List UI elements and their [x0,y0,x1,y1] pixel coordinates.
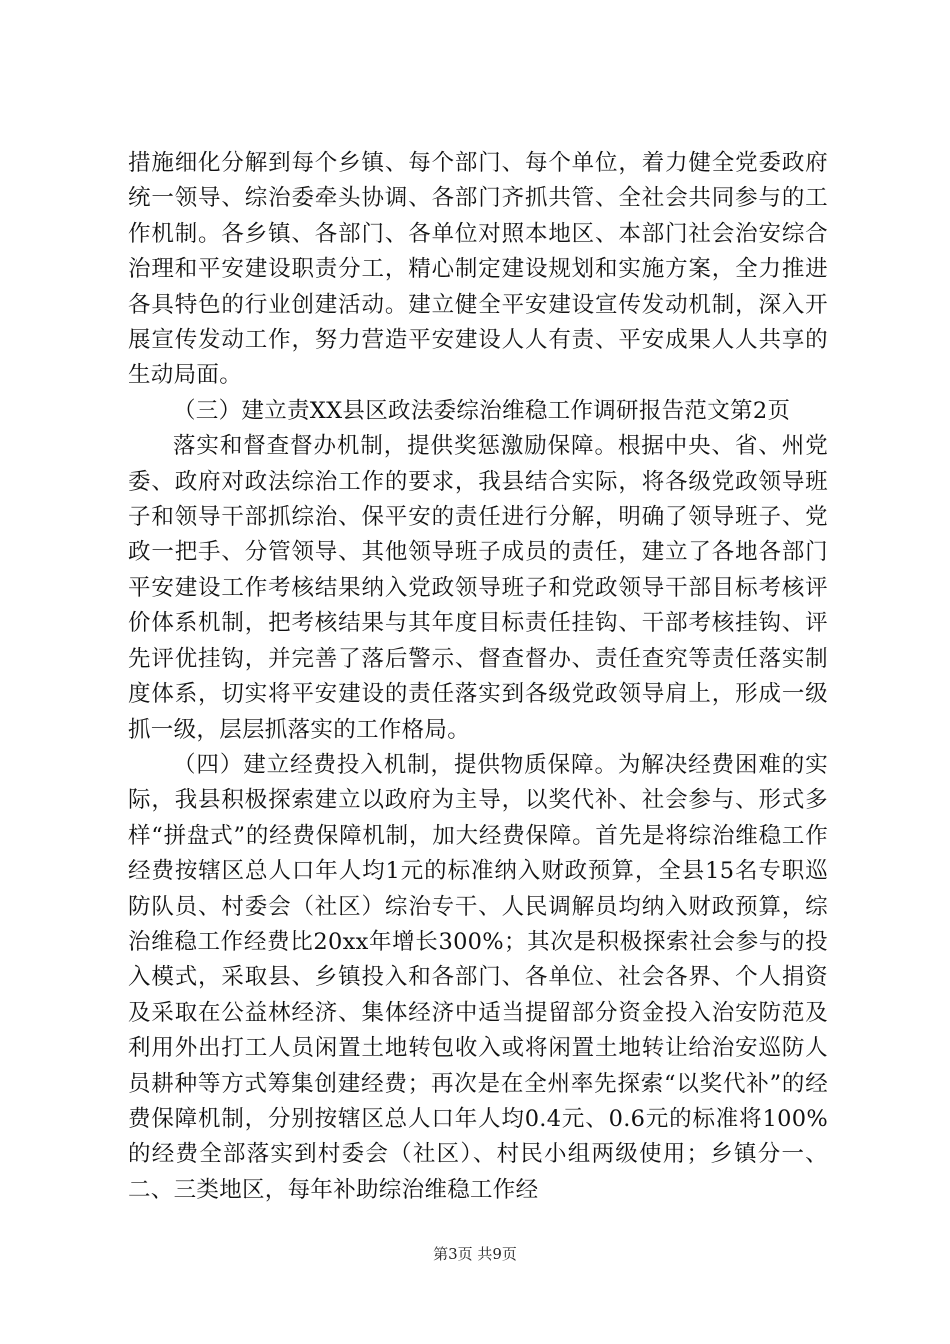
paragraph-4: （四）建立经费投入机制，提供物质保障。为解决经费困难的实际，我县积极探索建立以政府为主导，以奖代补、社会参与、形式多样“拼盘式”的经费保障机制，加大经费保障。首先是将综治维稳工作经费按辖区总人口年人均1元的标准纳入财政预算，全县15名专职巡防队员、村委会（社区）综治专干、人民调解员均纳入财政预算，综治维稳工作经费比20xx年增长300%；其次是积极探索社会参与的投入模式，采取县、乡镇投入和各部门、各单位、社会各界、个人捐资及采取在公益林经济、集体经济中适当提留部分资金投入治安防范及利用外出打工人员闲置土地转包收入或将闲置土地转让给治安巡防人员耕种等方式筹集创建经费；再次是在全州率先探索“以奖代补”的经费保障机制，分别按辖区总人口年人均0.4元、0.6元的标准将100%的经费全部落实到村委会（社区）、村民小组两级使用；乡镇分一、二、三类地区，每年补助综治维稳工作经 [128,751,828,1203]
paragraph-3: 落实和督查督办机制，提供奖惩激励保障。根据中央、省、州党委、政府对政法综治工作的要求，我县结合实际，将各级党政领导班子和领导干部抓综治、保平安的责任进行分解，明确了领导班子、党政一把手、分管领导、其他领导班子成员的责任，建立了各地各部门平安建设工作考核结果纳入党政领导班子和党政领导干部目标考核评价体系机制，把考核结果与其年度目标责任挂钩、干部考核挂钩、评先评优挂钩，并完善了落后警示、督查督办、责任查究等责任落实制度体系，切实将平安建设的责任落实到各级党政领导肩上，形成一级抓一级，层层抓落实的工作格局。 [128,433,828,743]
paragraph-1: 措施细化分解到每个乡镇、每个部门、每个单位，着力健全党委政府统一领导、综治委牵头协调、各部门齐抓共管、全社会共同参与的工作机制。各乡镇、各部门、各单位对照本地区、本部门社会治安综合治理和平安建设职责分工，精心制定建设规划和实施方案，全力推进各具特色的行业创建活动。建立健全平安建设宣传发动机制，深入开展宣传发动工作，努力营造平安建设人人有责、平安成果人人共享的生动局面。 [128,150,828,389]
page-number-footer: 第3页 共9页 [433,1245,517,1263]
paragraph-2-heading: （三）建立责XX县区政法委综治维稳工作调研报告范文第2页 [173,397,791,424]
document-body [128,146,828,1208]
